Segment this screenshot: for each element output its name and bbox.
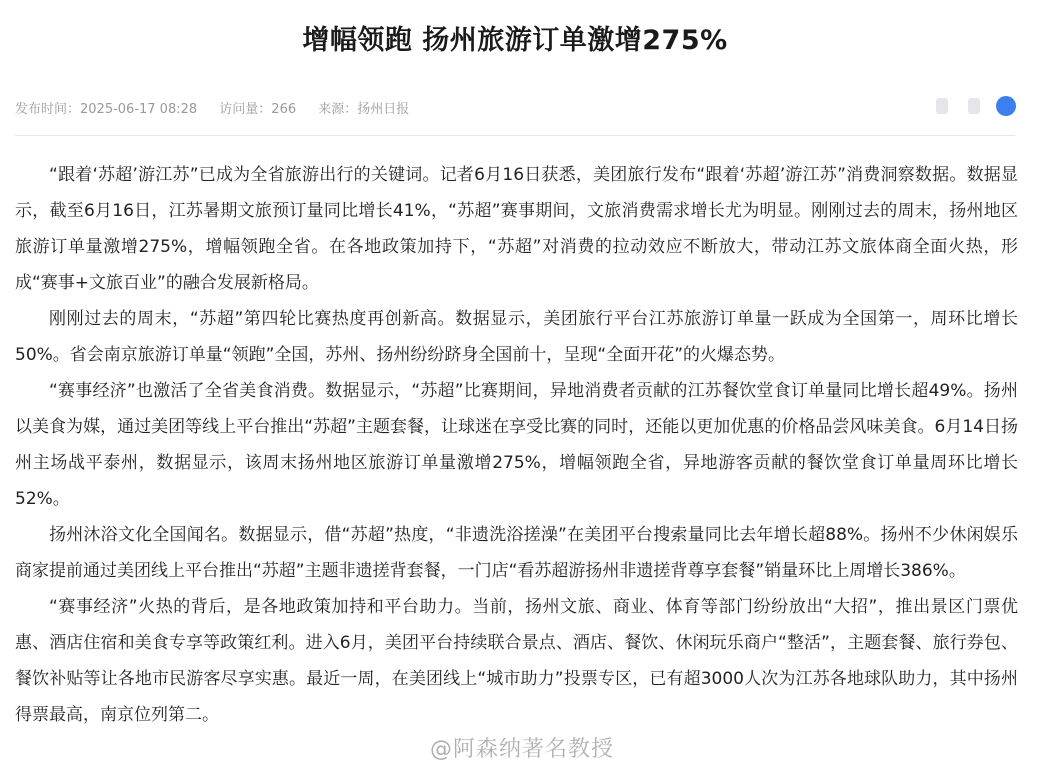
article-title: 增幅领跑 扬州旅游订单激增275% bbox=[302, 25, 728, 56]
paragraph: 刚刚过去的周末，“苏超”第四轮比赛热度再创新高。数据显示，美团旅行平台江苏旅游订单量一跃成为全国第一，周环比增长50%。省会南京旅游订单量“领跑”全国，苏州、扬州纷纷跻身全国前十，呈现“全面开花”的火爆态势。 bbox=[15, 309, 1018, 365]
article-body bbox=[15, 157, 1018, 733]
publish-time: 发布时间：2025-06-17 08:28 bbox=[15, 102, 198, 117]
paragraph: “赛事经济”也激活了全省美食消费。数据显示，“苏超”比赛期间，异地消费者贡献的江苏餐饮堂食订单量同比增长超49%。扬州以美食为媒，通过美团等线上平台推出“苏超”主题套餐，让球迷在享受比赛的同时，还能以更加优惠的价格品尝风味美食。6月14日扬州主场战平泰州，数据显示，该周末扬州地区旅游订单量激增275%，增幅领跑全省，异地游客贡献的餐饮堂食订单量周环比增长52%。 bbox=[15, 381, 1018, 509]
article-source: 来源：扬州日报 bbox=[318, 102, 410, 117]
header-divider bbox=[15, 135, 1015, 136]
watermark-text: @阿森纳著名教授 bbox=[430, 737, 615, 762]
share-circle-icon[interactable] bbox=[996, 96, 1016, 116]
share-icon[interactable] bbox=[968, 98, 980, 114]
paragraph: “跟着‘苏超’游江苏”已成为全省旅游出行的关键词。记者6月16日获悉，美团旅行发布“跟着‘苏超’游江苏”消费洞察数据。数据显示，截至6月16日，江苏暑期文旅预订量同比增长41%，“苏超”赛事期间，文旅消费需求增长尤为明显。刚刚过去的周末，扬州地区旅游订单量激增275%，增幅领跑全省。在各地政策加持下，“苏超”对消费的拉动效应不断放大，带动江苏文旅体商全面火热，形成“赛事+文旅百业”的融合发展新格局。 bbox=[15, 165, 1018, 293]
view-count: 访问量：266 bbox=[219, 102, 297, 117]
paragraph: “赛事经济”火热的背后，是各地政策加持和平台助力。当前，扬州文旅、商业、体育等部门纷纷放出“大招”，推出景区门票优惠、酒店住宿和美食专享等政策红利。进入6月，美团平台持续联合景点、酒店、餐饮、休闲玩乐商户“整活”，主题套餐、旅行券包、餐饮补贴等让各地市民游客尽享实惠。最近一周，在美团线上“城市助力”投票专区，已有超3000人次为江苏各地球队助力，其中扬州得票最高，南京位列第二。 bbox=[15, 597, 1018, 725]
share-toolbar bbox=[936, 96, 1016, 118]
paragraph: 扬州沐浴文化全国闻名。数据显示，借“苏超”热度，“非遗洗浴搓澡”在美团平台搜索量同比去年增长超88%。扬州不少休闲娱乐商家提前通过美团线上平台推出“苏超”主题非遗搓背套餐，一门店“看苏超游扬州非遗搓背尊享套餐”销量环比上周增长386%。 bbox=[15, 525, 1018, 581]
article-meta bbox=[15, 98, 427, 117]
share-icon[interactable] bbox=[936, 98, 948, 114]
